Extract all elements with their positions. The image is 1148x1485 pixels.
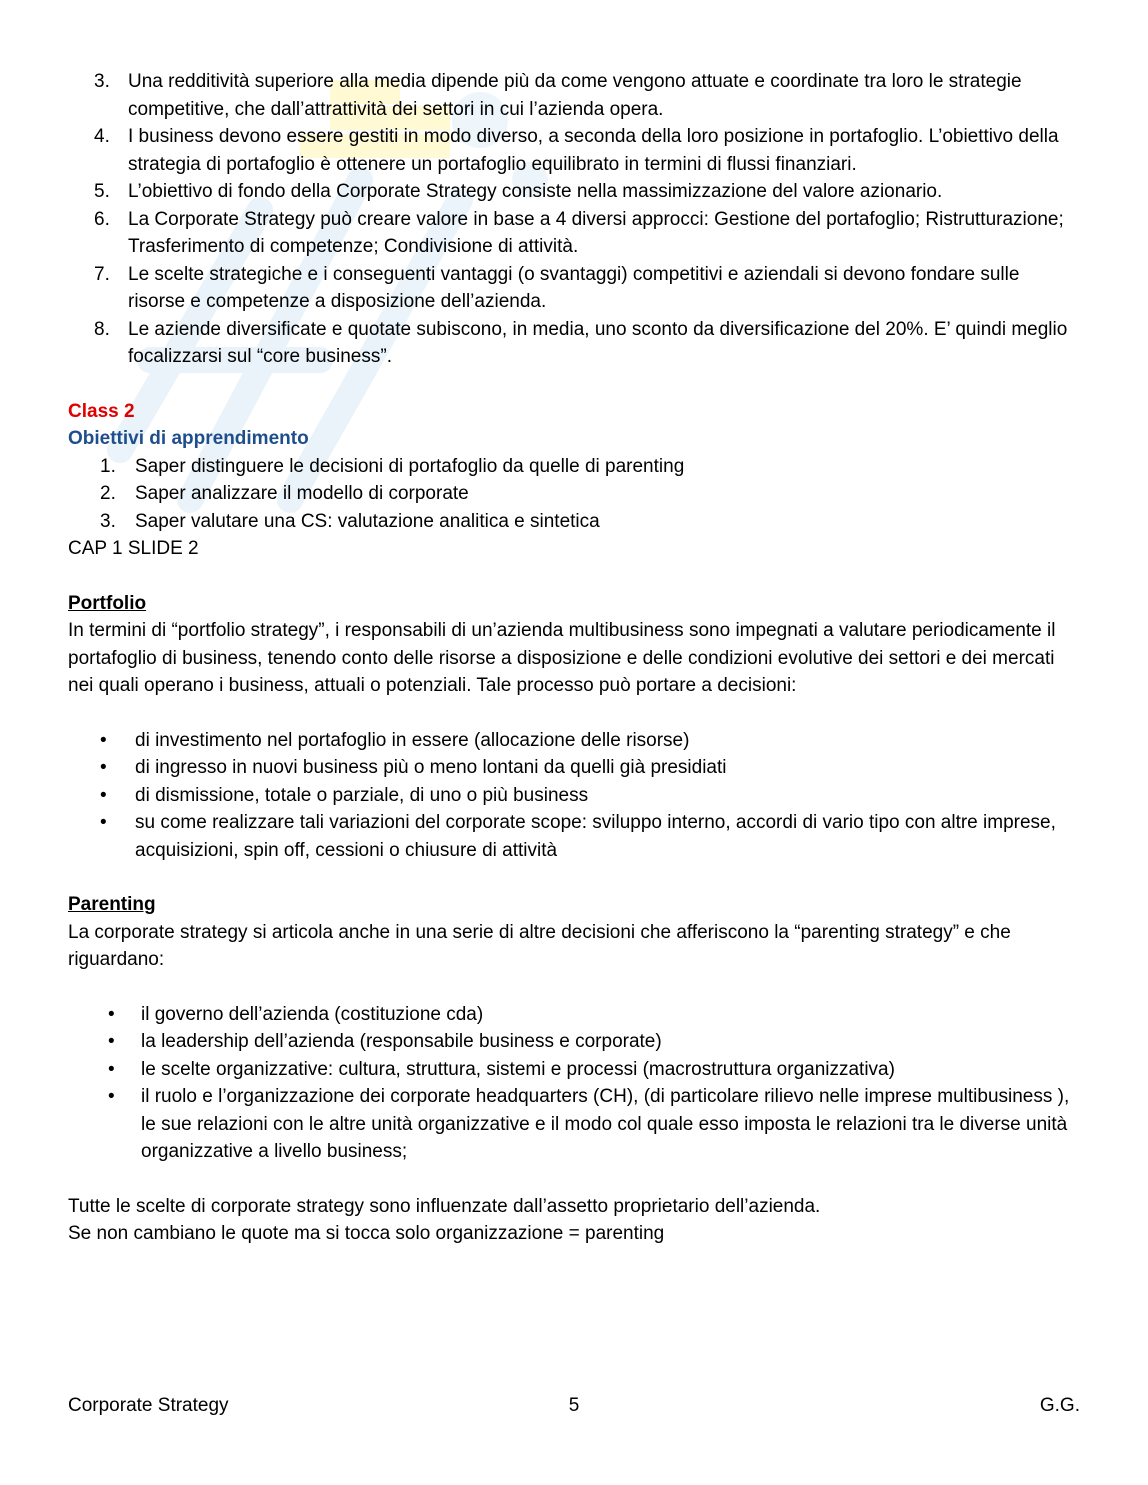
class-heading: Class 2 (68, 400, 135, 422)
objectives-list (68, 453, 1080, 536)
list-item: 1. Saper distinguere le decisioni di portafoglio da quelle di parenting (100, 455, 685, 477)
footer-author: G.G. (1039, 1395, 1080, 1416)
page-footer (68, 1392, 1080, 1420)
parenting-paragraph: La corporate strategy si articola anche in una serie di altre decisioni che afferiscono la “parenting strategy” e che riguardano: (68, 921, 1011, 970)
parenting-bullets (68, 1001, 1080, 1166)
list-item: • su come realizzare tali variazioni del corporate scope: sviluppo interno, accordi di vario tipo con altre imprese, acquisizioni, spin off, cessioni o chiusure di attività (68, 809, 1080, 864)
portfolio-paragraph: In termini di “portfolio strategy”, i responsabili di un’azienda multibusiness sono impegnati a valutare periodicamente il portafoglio di business, tenendo conto delle risorse a disposizione e delle condizioni evolutive dei settori e dei mercati nei quali operano i business, attuali o potenziali. Tale processo può portare a decisioni: (68, 620, 1056, 696)
bullet-icon: • (108, 1058, 115, 1080)
closing-line: Se non cambiano le quote ma si tocca solo organizzazione = parenting (68, 1223, 665, 1244)
list-item: • di investimento nel portafoglio in essere (allocazione delle risorse) (68, 727, 1080, 755)
list-item: 8. Le aziende diversificate e quotate subiscono, in media, uno sconto da diversificazione del 20%. E’ quindi meglio focalizzarsi sul “core business”. (94, 318, 1068, 367)
page-content (68, 68, 1080, 1248)
bullet-icon: • (108, 1003, 115, 1025)
list-item: 5. L’obiettivo di fondo della Corporate Strategy consiste nella massimizzazione del valore azionario. (94, 181, 943, 202)
bullet-icon: • (100, 729, 107, 751)
chapter-reference: CAP 1 SLIDE 2 (68, 538, 199, 559)
list-item: 3. Saper valutare una CS: valutazione analitica e sintetica (100, 510, 600, 532)
bullet-icon: • (100, 784, 107, 806)
parenting-heading: Parenting (68, 894, 156, 915)
list-item: 4. I business devono essere gestiti in modo diverso, a seconda della loro posizione in portafoglio. L’obiettivo della strategia di portafoglio è ottenere un portafoglio equilibrato in termini di flussi finanziari. (94, 126, 1059, 175)
page-number: 5 (568, 1395, 580, 1416)
list-item: 2. Saper analizzare il modello di corporate (100, 483, 469, 504)
list-item: 7. Le scelte strategiche e i conseguenti vantaggi (o svantaggi) competitivi e aziendali si devono fondare sulle risorse e competenze a disposizione dell’azienda. (94, 263, 1020, 312)
list-item: • la leadership dell’azienda (responsabile business e corporate) (68, 1028, 1080, 1056)
objectives-heading: Obiettivi di apprendimento (68, 428, 309, 449)
list-item: 3. Una redditività superiore alla media dipende più da come vengono attuate e coordinate tra loro le strategie competitive, che dall’attrattività dei settori in cui l’azienda opera. (94, 71, 1022, 120)
numbered-list (68, 68, 1080, 371)
bullet-icon: • (100, 812, 107, 833)
list-item: • di ingresso in nuovi business più o meno lontani da quelli già presidiati (68, 754, 1080, 782)
footer-title: Corporate Strategy (68, 1395, 229, 1416)
list-item: • il governo dell’azienda (costituzione cda) (68, 1001, 1080, 1029)
bullet-icon: • (108, 1031, 115, 1052)
list-item: • di dismissione, totale o parziale, di uno o più business (68, 782, 1080, 810)
bullet-icon: • (108, 1086, 115, 1107)
portfolio-bullets (68, 727, 1080, 865)
portfolio-heading: Portfolio (68, 592, 147, 614)
closing-line: Tutte le scelte di corporate strategy sono influenzate dall’assetto proprietario dell’azienda. (68, 1195, 821, 1217)
list-item: • il ruolo e l’organizzazione dei corporate headquarters (CH), (di particolare rilievo nelle imprese multibusiness ), le sue relazioni con le altre unità organizzative e il modo col quale esso imposta le relazioni tra le diverse unità organizzative a livello business; (68, 1083, 1080, 1166)
list-item: 6. La Corporate Strategy può creare valore in base a 4 diversi approcci: Gestione del portafoglio; Ristrutturazione; Trasferimento di competenze; Condivisione di attività. (94, 208, 1064, 257)
bullet-icon: • (100, 757, 107, 778)
list-item: • le scelte organizzative: cultura, struttura, sistemi e processi (macrostruttura organizzativa) (68, 1056, 1080, 1084)
